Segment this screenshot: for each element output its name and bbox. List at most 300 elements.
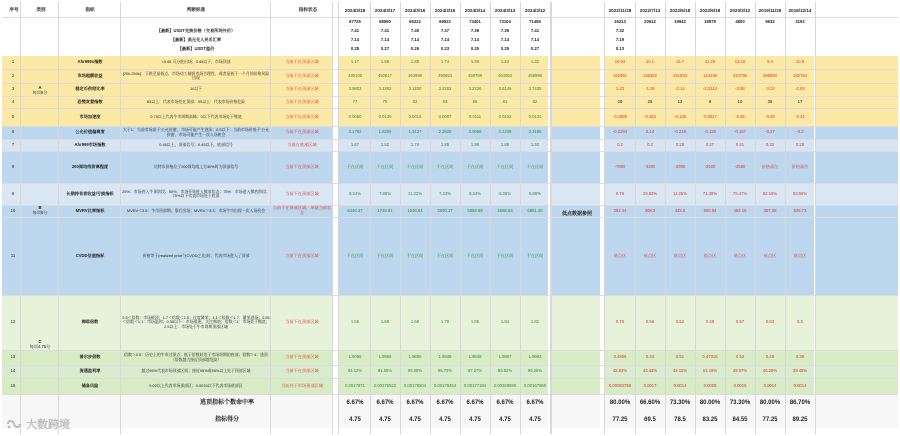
data-cell: 1.98 xyxy=(470,141,480,147)
data-cell: 75.47% xyxy=(732,190,748,196)
data-cell: -0.157 xyxy=(734,129,746,135)
indicator-name: 普尔步倍数 xyxy=(79,354,101,360)
data-cell: 1749.91 xyxy=(377,207,393,213)
data-cell: 3.1200 xyxy=(408,86,422,92)
price-cell: 0.26 xyxy=(410,46,420,52)
price-cell: 7.41 xyxy=(350,28,360,34)
data-cell: 0.0102 xyxy=(498,113,512,119)
data-cell: 0.0017 xyxy=(643,382,657,388)
hit-rate-cell: 6.67% xyxy=(406,399,424,406)
data-cell: 0.75 xyxy=(615,319,625,325)
data-cell: 0.00082758 xyxy=(608,382,632,388)
data-cell: 低点区 xyxy=(793,252,807,258)
data-cell: 3.2282 xyxy=(438,86,452,92)
header-date: 2024/3/15 xyxy=(434,7,456,13)
data-cell: 13 xyxy=(677,98,683,104)
data-cell: 0.52 xyxy=(675,319,685,325)
price-cell: 0.27 xyxy=(380,46,390,52)
hit-rate-cell: 6.67% xyxy=(526,399,544,406)
data-cell: 11.25% xyxy=(673,190,687,196)
data-cell: 7.23% xyxy=(439,190,451,196)
indicator-name: 200周均线背离程度 xyxy=(71,163,109,169)
data-cell: 不在区间 xyxy=(376,163,394,169)
category-letter: B xyxy=(38,204,42,210)
data-cell: -0.383 xyxy=(644,113,656,119)
data-cell: 1.9895 xyxy=(408,354,422,360)
data-cell: 124245 xyxy=(703,72,717,78)
price-cell: 0.28 xyxy=(350,46,360,52)
hit-rate-cell: 6.67% xyxy=(466,399,484,406)
data-cell: 0.47015 xyxy=(702,354,718,360)
data-cell: 1.68 xyxy=(380,319,390,325)
data-cell: 0.0015 xyxy=(733,382,747,388)
data-cell: 357.08 xyxy=(763,207,777,213)
data-cell: 0.0015 xyxy=(408,113,422,119)
data-cell: 11.29 xyxy=(704,59,716,65)
data-cell: 82 xyxy=(532,98,538,104)
data-cell: -0.36 xyxy=(735,113,745,119)
data-cell: 不在区间 xyxy=(496,252,514,258)
data-cell: 0.0014 xyxy=(763,382,777,388)
indicator-name: MVRV比率指标 xyxy=(75,207,105,213)
data-cell: 0.00176522 xyxy=(373,382,397,388)
price-cell: 67725 xyxy=(349,19,361,25)
score-cell: 77.25 xyxy=(762,416,778,423)
score-cell: 78.5 xyxy=(674,416,686,423)
data-cell: -2900 xyxy=(674,163,686,169)
data-cell: 0.28 xyxy=(675,141,685,147)
data-cell: 81 xyxy=(502,98,508,104)
data-cell: 282.44 xyxy=(613,207,627,213)
data-cell: 298850 xyxy=(763,72,777,78)
data-cell: 0.4806 xyxy=(613,354,627,360)
row-number: 10 xyxy=(10,207,16,213)
data-cell: 43.43% xyxy=(642,368,658,374)
price-cell: 0.27 xyxy=(530,46,540,52)
data-cell: 71.28% xyxy=(702,190,718,196)
indicator-name: CVDD估值指标 xyxy=(75,252,105,258)
data-cell: -0.29 xyxy=(765,113,775,119)
price-cell: 5632 xyxy=(765,19,775,25)
price-cell: 7.37 xyxy=(440,28,450,34)
header-seq: 序号 xyxy=(9,7,19,12)
data-cell: 83 xyxy=(442,98,448,104)
price-row-label: 【最新】美元兑人民币汇率 xyxy=(170,37,222,43)
score-cell: 4.75 xyxy=(349,416,361,423)
data-cell: 不在区间 xyxy=(496,163,514,169)
score-cell: 77.25 xyxy=(612,416,628,423)
data-cell: -0.3 xyxy=(796,129,804,135)
hit-rate-cell: 80.00% xyxy=(759,399,781,406)
data-cell: 价格高位 xyxy=(791,163,809,169)
indicator-name: 市场超额收益 xyxy=(77,72,103,78)
data-cell: 0.39 xyxy=(795,354,805,360)
price-cell xyxy=(665,27,695,36)
data-cell: -0.41 xyxy=(795,113,805,119)
data-cell: 6446.37 xyxy=(347,207,363,213)
criteria-text: <0.45 可分批出场；0.45以下，市场顶部 xyxy=(161,59,231,65)
price-cell: 7.41 xyxy=(380,28,390,34)
data-cell: 0.0135 xyxy=(378,113,392,119)
data-cell: 8.34% xyxy=(469,190,481,196)
data-cell: 17 xyxy=(797,98,803,104)
header-category: 类别 xyxy=(36,7,46,12)
data-cell: 13.16 xyxy=(734,59,746,65)
data-cell: -2.83 xyxy=(795,86,805,92)
price-cell: 7.14 xyxy=(470,37,480,43)
data-cell: 6.38% xyxy=(499,190,511,196)
data-cell: 0.0008 xyxy=(703,382,717,388)
data-cell: 2.1792 xyxy=(348,129,362,135)
criteria-text: 2.5＜倍数：市场极顶；1.7＜倍数＜2.5：过度繁荣；1.1＜倍数＜1.7：繁荣进场；0.55＜倍数＜1.1：市场温和；0.55以下：市场低迷，关注熊底；倍数＜1：市场处于熊底；2.5以上：市场处于牛市周期顶部区域 xyxy=(122,314,270,329)
criteria-text: 超过95%代表市场顶部区间；接近95%或95%以上处于顶部区域 xyxy=(141,368,251,374)
criteria-text: [20k-250k]：下跌至最低点，市场动工捕获市场合理性，或者是低于一个月的价格风险出现 xyxy=(122,70,270,80)
data-cell: -0.2294 xyxy=(612,129,628,135)
data-cell: 435108 xyxy=(348,72,362,78)
data-cell: 1.9997 xyxy=(498,354,512,360)
score-cell: 4.75 xyxy=(469,416,481,423)
price-cell: 16213 xyxy=(614,19,626,25)
price-cell: 7.40 xyxy=(410,28,420,34)
indicator-name: 市场加速度 xyxy=(79,113,101,119)
data-cell: -0.136 xyxy=(704,129,716,135)
data-cell: 1.85 xyxy=(440,141,450,147)
data-cell: 3.1352 xyxy=(378,86,392,92)
status-text: 当前不在顶部区域 xyxy=(285,86,319,92)
data-cell: 2.2828 xyxy=(438,129,452,135)
status-text: 当前不在顶部区域 xyxy=(285,163,319,169)
data-cell: 3.2326 xyxy=(468,86,482,92)
data-cell: 15.7 xyxy=(675,59,685,65)
data-cell: 低点区 xyxy=(733,252,747,258)
data-cell: 1.9965 xyxy=(378,354,392,360)
column-line xyxy=(551,2,552,434)
data-cell: 不在区间 xyxy=(526,163,544,169)
header-date: 2024/3/13 xyxy=(494,7,516,13)
price-cell: 18978 xyxy=(704,19,716,25)
data-cell: 0.0014 xyxy=(673,382,687,388)
column-line xyxy=(755,2,756,434)
indicator-name: Ahr999市场指数 xyxy=(74,141,106,147)
data-cell: 0.41 xyxy=(735,141,745,147)
data-cell: 0.28 xyxy=(795,141,805,147)
price-cell: 4800 xyxy=(735,19,745,25)
data-cell: -0.218 xyxy=(674,129,686,135)
hit-rate-cell: 73.30% xyxy=(669,399,691,406)
price-cell: 65222 xyxy=(409,19,421,25)
data-cell: 1.74 xyxy=(440,59,450,65)
data-cell: 464053 xyxy=(498,72,512,78)
hit-rate-cell: 6.67% xyxy=(436,399,454,406)
data-cell: 450653 xyxy=(438,72,452,78)
data-cell: 3.6145 xyxy=(498,86,512,92)
criteria-text: 25%：市场进入牛顶阶段；50%：市场开始进入熊市状态；75%：市场进入熊底阶段；75%以下代表市场处于底部 xyxy=(122,188,270,198)
price-row-label: 【最新】USDT兑换价格（交易所场外价） xyxy=(156,28,236,34)
row-number: 6 xyxy=(11,129,15,135)
data-cell: 482.15 xyxy=(733,207,747,213)
data-cell: 10 xyxy=(737,98,743,104)
data-cell: 1546.64 xyxy=(407,207,423,213)
data-cell: 价格高位 xyxy=(761,163,779,169)
header-date: 2024/3/17 xyxy=(374,7,396,13)
indicator-name: 稳定币供给比率 xyxy=(75,86,105,92)
score-cell: 84.55 xyxy=(732,416,748,423)
price-cell xyxy=(725,27,755,36)
status-text: 当前不在顶部区域 xyxy=(285,319,319,325)
score-cell: 4.75 xyxy=(379,416,391,423)
data-cell: -3.33 xyxy=(765,86,775,92)
column-line xyxy=(635,2,636,434)
data-cell: -0.138 xyxy=(674,113,686,119)
data-cell: 不在区间 xyxy=(526,252,544,258)
price-cell xyxy=(725,36,755,45)
price-cell xyxy=(695,36,725,45)
status-text: 当前不在顶部区域 xyxy=(285,98,319,104)
data-cell: 0.00167865 xyxy=(523,382,547,388)
price-cell xyxy=(755,45,785,54)
data-cell: 97.27% xyxy=(467,368,483,374)
data-cell: 1.67 xyxy=(350,141,360,147)
criteria-text: 0.45以上，顶部信号；0.45以下，底部信号 xyxy=(159,141,233,147)
data-cell: 0.83 xyxy=(765,319,775,325)
data-cell: 91.65% xyxy=(377,368,393,374)
data-cell: 0.32 xyxy=(765,141,775,147)
data-cell: 0.5 xyxy=(797,319,803,325)
data-cell: -3.3314 xyxy=(702,86,718,92)
status-text: 当前不在顶部区域 xyxy=(285,113,319,119)
data-cell: 19.82% xyxy=(642,190,658,196)
column-line xyxy=(604,2,605,434)
price-cell: 7.32 xyxy=(615,28,625,34)
data-cell: 6881.35 xyxy=(527,207,543,213)
price-cell xyxy=(785,27,815,36)
criteria-text: 大于1：当前市场高于'公允价值'，市场可能产生泡沫；0.5以下：当前市场价低于'公允价值'，市场可能产生一次入场机会 xyxy=(123,127,269,137)
price-cell xyxy=(755,27,785,36)
price-cell: 73401 xyxy=(469,19,481,25)
status-text: 当前不在顶部区域，单就当前状态 xyxy=(272,205,332,215)
price-cell: 7.19 xyxy=(615,37,625,43)
data-cell: 0.53 xyxy=(735,354,745,360)
price-cell xyxy=(785,45,815,54)
data-cell: 95.08% xyxy=(407,368,423,374)
data-cell: 458759 xyxy=(468,72,482,78)
data-cell: -1.26 xyxy=(645,86,655,92)
price-cell xyxy=(785,36,815,45)
data-cell: 79 xyxy=(382,98,388,104)
data-cell: -3.58 xyxy=(735,86,745,92)
data-cell: 0.2 xyxy=(647,141,653,147)
data-cell: 51.19% xyxy=(702,368,718,374)
column-line xyxy=(460,2,461,434)
data-cell: 9.76 xyxy=(615,190,625,196)
hit-rate-cell: 6.67% xyxy=(346,399,364,406)
criteria-text: 85以上：代表市场处在顶部；95以上：代表市场价格危险 xyxy=(146,98,246,104)
column-line xyxy=(20,2,21,434)
data-cell: 0.0131 xyxy=(528,113,542,119)
data-cell: 9.4 xyxy=(767,59,773,65)
data-cell: -3300 xyxy=(644,163,656,169)
data-cell: 94.12% xyxy=(347,368,363,374)
category-group xyxy=(22,295,58,394)
data-cell: 96.73% xyxy=(437,368,453,374)
row-divider xyxy=(2,394,898,395)
data-cell: 77 xyxy=(352,98,358,104)
status-text: 当前不在顶部区域 xyxy=(285,252,319,258)
data-cell: 0.00179454 xyxy=(433,382,457,388)
data-cell: 4668.53 xyxy=(497,207,513,213)
price-cell xyxy=(635,27,665,36)
column-line xyxy=(430,2,431,434)
data-cell: 11.32% xyxy=(408,190,422,196)
data-cell: 0.0017871 xyxy=(345,382,365,388)
row-number: 7 xyxy=(11,141,15,147)
data-cell: 463999 xyxy=(408,72,422,78)
data-cell: 1.88 xyxy=(410,59,420,65)
data-cell: 450817 xyxy=(378,72,392,78)
column-line xyxy=(785,2,786,434)
indicator-name: 长期持有者收益/亏损指标 xyxy=(66,190,114,196)
row-number: 9 xyxy=(11,190,15,196)
watermark xyxy=(6,416,70,432)
data-cell: 0.34 xyxy=(645,354,655,360)
data-cell: 不在区间 xyxy=(346,163,364,169)
data-cell: 低点区 xyxy=(763,252,777,258)
row-number: 5 xyxy=(11,113,15,119)
data-cell: 不在区间 xyxy=(466,163,484,169)
data-cell: 445.0 xyxy=(674,207,686,213)
data-cell: 49.07% xyxy=(732,368,748,374)
data-cell: -2500 xyxy=(704,163,716,169)
criteria-text: 0.75以上代表牛市周期高峰；0以下代表市场处于熊底 xyxy=(150,113,242,119)
data-cell: 1.84 xyxy=(500,319,510,325)
score-cell: 4.75 xyxy=(439,416,451,423)
data-cell: 不在区间 xyxy=(436,163,454,169)
data-cell: 42.53% xyxy=(612,368,628,374)
data-cell: 1.52 xyxy=(380,141,390,147)
column-line xyxy=(58,2,59,434)
criteria-text: 价格等于(realized price与CVDD之比)时，代表市场进入了顶部 xyxy=(142,252,250,258)
criteria-text: MVRV＜3.5：牛市顶部期，靠后出场；MVRV＞3.3：市场牛市出现一次入场机会 xyxy=(126,207,266,213)
data-cell: 1.85 xyxy=(470,319,480,325)
data-cell: 95.82% xyxy=(497,368,513,374)
data-cell: 0.0014 xyxy=(793,382,807,388)
data-cell: 不在区间 xyxy=(466,252,484,258)
header-date: 2024/3/12 xyxy=(524,7,546,13)
data-cell: 1.56 xyxy=(350,319,360,325)
column-line xyxy=(400,2,401,434)
status-text: 当前处于市场顶部区域 xyxy=(281,382,323,388)
data-cell: 3.7435 xyxy=(528,86,542,92)
data-cell: 10.1 xyxy=(645,59,655,65)
data-cell: 1.68 xyxy=(410,319,420,325)
row-number: 3 xyxy=(11,86,15,92)
indicator-name: 恐慌贪婪指数 xyxy=(77,98,103,104)
category-group xyxy=(22,126,58,295)
data-cell: 5.88% xyxy=(529,190,541,196)
data-cell: 0.00168690 xyxy=(493,382,517,388)
price-cell: 7.14 xyxy=(530,37,540,43)
data-cell: 1.79 xyxy=(440,319,450,325)
row-number: 12 xyxy=(10,319,16,325)
score-label: 指标得分 xyxy=(214,416,239,423)
header-status: 指标状态 xyxy=(298,7,318,12)
data-cell: -2.14 xyxy=(675,86,685,92)
data-cell: 1.6127 xyxy=(408,129,422,135)
data-cell: 1.85 xyxy=(380,59,390,65)
data-cell: 0.0111 xyxy=(468,113,482,119)
price-cell xyxy=(755,36,785,45)
data-cell: 7.88% xyxy=(379,190,391,196)
data-cell: 1.9938 xyxy=(438,354,452,360)
data-cell: 224795 xyxy=(733,72,747,78)
hit-rate-cell: 66.60% xyxy=(639,399,661,406)
column-line xyxy=(120,2,121,434)
status-text: 当前不在顶部区域 xyxy=(285,59,319,65)
data-cell: 1.92 xyxy=(530,141,540,147)
data-cell: 0.0097 xyxy=(438,113,452,119)
brand-logo-icon xyxy=(6,418,22,430)
data-cell: 8 xyxy=(708,98,712,104)
data-cell: 0.49 xyxy=(765,354,775,360)
row-number: 11 xyxy=(10,252,16,258)
data-cell: 83.56% xyxy=(792,190,808,196)
price-cell: 3192 xyxy=(795,19,805,25)
price-cell: 19942 xyxy=(674,19,686,25)
column-line xyxy=(725,2,726,434)
column-line xyxy=(370,2,371,434)
data-cell: 1.9839 xyxy=(468,354,482,360)
data-cell: 1.22 xyxy=(500,59,510,65)
category-weight: 每项9分 xyxy=(32,90,48,95)
price-cell: 7.14 xyxy=(500,37,510,43)
column-line xyxy=(490,2,491,434)
data-cell: 2.1349 xyxy=(498,129,512,135)
price-cell: 20612 xyxy=(644,19,656,25)
hit-rate-cell: 73.30% xyxy=(729,399,751,406)
data-cell: 39.45% xyxy=(792,368,808,374)
status-text: 当前不在顶部区域 xyxy=(285,354,319,360)
category-letter: A xyxy=(38,85,42,91)
score-cell: 4.75 xyxy=(409,416,421,423)
status-text: 当前不在顶部区域 xyxy=(285,129,319,135)
data-cell: 88 xyxy=(472,98,478,104)
criteria-text: 倍数＞0.5：历史上的牛市过顶点；低于倍数时处于市场周期的底部；倍数＞4：逃顶（倍数越大接近顶部越危险） xyxy=(124,352,268,362)
data-cell: 161951 xyxy=(613,72,627,78)
data-cell: 1.23 xyxy=(615,86,625,92)
data-cell: 5889.89 xyxy=(467,207,483,213)
data-cell: 38 xyxy=(767,98,773,104)
header-date: 2022/7/13 xyxy=(639,7,661,13)
data-cell: 1.95 xyxy=(470,59,480,65)
data-cell: 1.81 xyxy=(530,319,540,325)
data-cell: 低点区 xyxy=(673,252,687,258)
category-weight: 每项4.75分 xyxy=(29,343,51,349)
data-cell: 3590.17 xyxy=(437,207,453,213)
data-cell: 46.28% xyxy=(762,368,778,374)
data-cell: 10.04 xyxy=(614,59,626,65)
criteria-text: 0.02以上代表市场顶部区；0.0015以下代表市场底部区 xyxy=(149,382,243,388)
column-line xyxy=(815,2,816,434)
header-date: 2022/6/18 xyxy=(669,7,691,13)
header-date: 2019/11/29 xyxy=(758,7,782,13)
row-number: 13 xyxy=(10,354,16,360)
category-weight: 每项8分 xyxy=(32,209,48,215)
row-number: 14 xyxy=(10,368,16,374)
header-date: 2024/3/14 xyxy=(464,7,486,13)
price-cell: 7.14 xyxy=(440,37,450,43)
price-cell: 7.39 xyxy=(470,28,480,34)
data-cell: 0.48 xyxy=(705,319,715,325)
